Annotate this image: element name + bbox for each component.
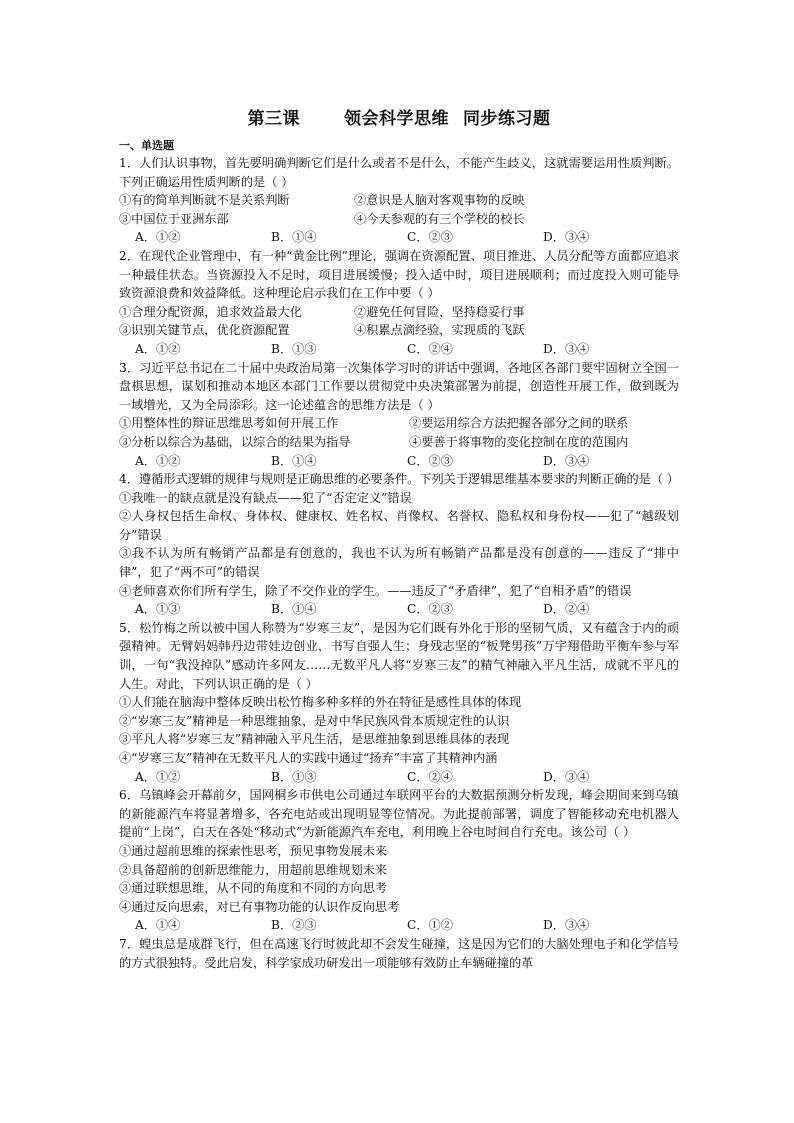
option-row (119, 414, 679, 433)
option-row (119, 321, 679, 340)
option: ②避免任何冒险，坚持稳妥行事 (354, 304, 525, 319)
question-stem: 4．遵循形式逻辑的规律与规则是正确思维的必要条件。下列关于逻辑思维基本要求的判断正确的是（ ） (119, 472, 680, 487)
answer-choices (119, 600, 679, 619)
option: ①用整体性的辩证思维思考如何开展工作 (119, 416, 339, 431)
answer-choices (119, 228, 679, 247)
title-type: 同步练习题 (463, 109, 551, 129)
question-stem: 6．乌镇峰会开幕前夕，国网桐乡市供电公司通过车联网平台的大数据预测分析发现，峰会期间来到乌镇的新能源汽车将显著增多，各充电站或出现明显等位情况。为此提前部署，调度了智能移动充电机器人提前“上岗”，白天在各处“移动式”为新能源汽车充电，利用晚上谷电时间自行充电。该公司（ ） (119, 788, 679, 840)
answer-choices (119, 452, 679, 471)
option: ③分析以综合为基础，以综合的结果为指导 (119, 434, 351, 449)
answer-c: C．②③ (407, 230, 453, 245)
answer-c: C．②④ (407, 769, 453, 784)
option: ③中国位于亚洲东部 (119, 211, 229, 226)
answer-d: D．③④ (543, 918, 590, 933)
question-6 (119, 786, 679, 935)
answer-a: A．①② (135, 341, 181, 356)
statement: ④“岁寒三友”精神在无数平凡人的实践中通过“扬弃”丰富了其精神内涵 (119, 751, 498, 765)
question-7 (119, 935, 679, 972)
answer-choices (119, 768, 679, 787)
statement: ③平凡人将“岁寒三友”精神融入平凡生活，是思维抽象到思维具体的表现 (119, 732, 510, 747)
answer-b: B．①④ (271, 453, 317, 468)
section-heading: 一、单选题 (119, 139, 174, 152)
answer-a: A．①④ (135, 918, 181, 933)
answer-d: D．③④ (543, 341, 590, 356)
question-stem: 3．习近平总书记在二十届中央政治局第一次集体学习时的讲话中强调，各地区各部门要牢固树立全国一盘棋思想，谋划和推动本地区本部门工作要以贯彻党中央决策部署为前提，创造性开展工作，做到既为一域增光，又为全局添彩。这一论述蕴含的思维方法是（ ） (119, 360, 679, 412)
answer-a: A．①③ (135, 602, 181, 617)
statement: ④通过反向思索，对已有事物功能的认识作反向思考 (119, 899, 400, 914)
question-3 (119, 359, 679, 471)
statement: ①人们能在脑海中整体反映出松竹梅多种多样的外在特征是感性具体的体现 (119, 695, 522, 710)
answer-a: A．①② (135, 453, 181, 468)
answer-a: A．①② (135, 769, 181, 784)
answer-a: A．①② (135, 230, 181, 245)
question-5 (119, 619, 679, 786)
statement: ④老师喜欢你们所有学生，除了不交作业的学生。——违反了“矛盾律”，犯了“自相矛盾”的错误 (119, 583, 632, 598)
option: ④今天参观的有三个学校的校长 (354, 211, 525, 226)
option: ④积累点滴经验，实现质的飞跃 (354, 323, 525, 338)
answer-b: B．①③ (271, 769, 317, 784)
answer-d: D．③④ (543, 769, 590, 784)
statement: ①通过超前思维的探索性思考，预见事物发展未来 (119, 843, 388, 858)
title-lesson: 第三课 (247, 109, 300, 129)
statement: ③我不认为所有畅销产品都是有创意的，我也不认为所有畅销产品都是没有创意的——违反了“排中律”，犯了“两不可”的错误 (119, 546, 679, 580)
option: ②意识是人脑对客观事物的反映 (354, 193, 525, 208)
question-stem: 7．蝗虫总是成群飞行，但在高速飞行时彼此却不会发生碰撞，这是因为它们的大脑处理电子和化学信号的方式很独特。受此启发，科学家成功研发出一项能够有效防止车辆碰撞的革 (119, 936, 679, 970)
question-stem: 2．在现代企业管理中，有一种“黄金比例”理论，强调在资源配置、项目推进、人员分配等方面都应追求一种最佳状态。当资源投入不足时，项目进展缓慢；投入适中时，项目进展顺利；而过度投入则可能导致资源浪费和效益降低。这种理论启示我们在工作中要（ ） (119, 248, 679, 301)
statement: ③通过联想思维，从不同的角度和不同的方向思考 (119, 881, 388, 896)
option-row (119, 210, 679, 229)
option: ④要善于将事物的变化控制在度的范围内 (409, 434, 629, 449)
statement: ②具备超前的创新思维能力，用超前思维规划未来 (119, 862, 388, 877)
answer-choices (119, 916, 679, 935)
question-stem: 1．人们认识事物，首先要明确判断它们是什么或者不是什么，不能产生歧义，这就需要运用性质判断。下列正确运用性质判断的是（ ） (119, 156, 679, 189)
answer-d: D．③④ (543, 453, 590, 468)
option: ②要运用综合方法把握各部分之间的联系 (409, 416, 629, 431)
answer-b: B．②③ (271, 918, 317, 933)
answer-b: B．①③ (271, 341, 317, 356)
option: ③识别关键节点，优化资源配置 (119, 323, 290, 338)
option: ①合理分配资源，追求效益最大化 (119, 304, 302, 319)
answer-b: B．①④ (271, 230, 317, 245)
page-title (119, 104, 679, 129)
answer-choices (119, 340, 679, 359)
answer-c: C．①② (407, 918, 453, 933)
answer-d: D．②④ (543, 602, 590, 617)
statement: ①我唯一的缺点就是没有缺点——犯了“否定定义”错误 (119, 490, 412, 505)
answer-c: C．②③ (407, 602, 453, 617)
question-1 (119, 154, 679, 247)
document-page (119, 104, 679, 972)
answer-c: C．②③ (407, 453, 453, 468)
option-row (119, 303, 679, 322)
statement: ②人身权包括生命权、身体权、健康权、姓名权、肖像权、名誉权、隐私权和身份权——犯了“越级划分”错误 (119, 509, 679, 542)
question-stem: 5．松竹梅之所以被中国人称赞为“岁寒三友”，是因为它们既有外化于形的坚韧气质，又有蕴含于内的顽强精神。无臂妈妈韩丹边带娃边创业，书写自强人生；身残志坚的“板凳男孩”万宇翔借助平衡车参与军训，一句“我没掉队”感动许多网友……无数平凡人将“岁寒三友”的精气神融入平凡生活，成就不平凡的人生。对此，下列认识正确的是（ ） (119, 620, 679, 691)
option: ①有的简单判断就不是关系判断 (119, 193, 290, 208)
option-row (119, 191, 679, 210)
answer-c: C．②④ (407, 341, 453, 356)
title-topic: 领会科学思维 (344, 109, 449, 129)
question-2 (119, 247, 679, 359)
question-4 (119, 470, 679, 619)
answer-d: D．③④ (543, 230, 590, 245)
answer-b: B．①④ (271, 602, 317, 617)
statement: ②“岁寒三友”精神是一种思维抽象，是对中华民族风骨本质规定性的认识 (119, 713, 510, 728)
option-row (119, 433, 679, 452)
